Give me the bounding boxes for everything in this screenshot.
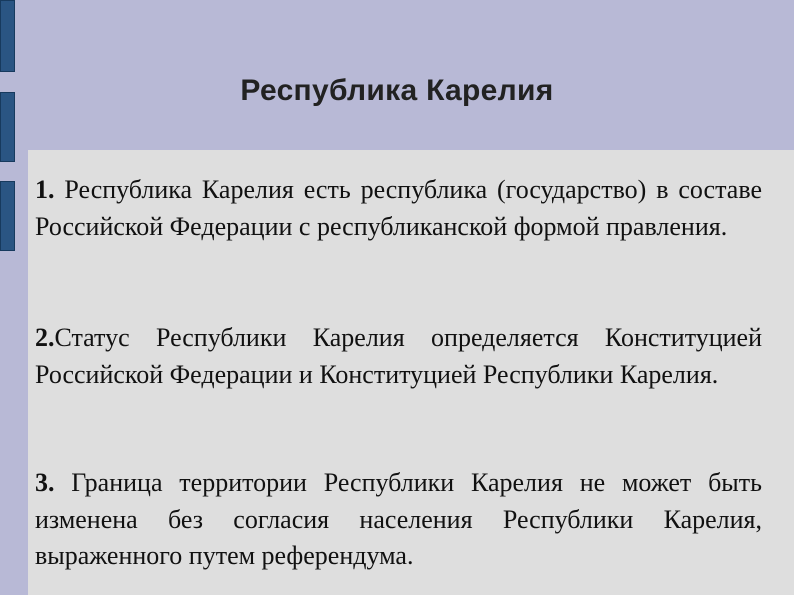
- left-accent-bar: [0, 181, 15, 251]
- paragraph-2: [35, 320, 762, 393]
- slide-title: Республика Карелия: [240, 74, 554, 107]
- paragraph-text: Граница территории Республики Карелия не может быть изменена без согласия населения Республики Карелия, выраженного путем референдума.: [35, 468, 762, 570]
- paragraph-number: 2.: [35, 323, 55, 352]
- paragraph-number: 1.: [35, 175, 55, 204]
- paragraph-text: Статус Республики Карелия определяется Конституцией Российской Федерации и Конституцией Республики Карелия.: [35, 323, 762, 389]
- paragraph-1: [35, 172, 762, 245]
- content-panel: [28, 150, 794, 595]
- paragraph-3: [35, 465, 762, 575]
- paragraph-number: 3.: [35, 468, 55, 497]
- paragraph-text: Республика Карелия есть республика (государство) в составе Российской Федерации с республиканской формой правления.: [35, 175, 762, 241]
- left-accent-bar: [0, 0, 15, 72]
